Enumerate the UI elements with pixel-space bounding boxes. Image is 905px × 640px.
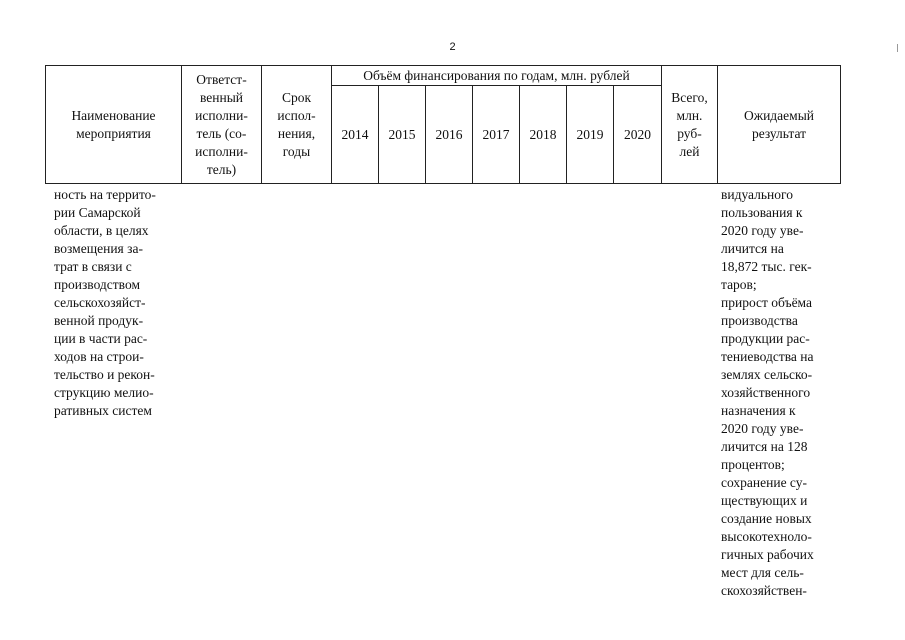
header-term-line: испол- xyxy=(277,107,316,123)
header-executor-line: исполни- xyxy=(195,143,248,159)
header-executor-cell xyxy=(182,66,262,183)
header-financing: Объём финансирования по годам, млн. рублей xyxy=(363,67,630,83)
year-label: 2018 xyxy=(529,126,557,142)
header-term-line: нения, xyxy=(277,125,316,141)
left-text-line: трат в связи с xyxy=(54,259,132,274)
header-result-line: результат xyxy=(751,125,807,141)
header-year-2020 xyxy=(614,86,662,183)
header-executor-line: тель (со- xyxy=(196,125,247,141)
header-total-line: лей xyxy=(679,143,700,159)
right-text-line: личится на 128 xyxy=(721,439,808,454)
right-text-line: ществующих и xyxy=(721,493,808,508)
right-text-line: личится на xyxy=(721,241,784,256)
header-name-cell xyxy=(46,66,182,183)
header-year-2016 xyxy=(426,86,473,183)
year-label: 2016 xyxy=(435,126,463,142)
header-total-line: млн. xyxy=(676,107,703,123)
right-text-line: гичных рабочих xyxy=(721,547,814,562)
header-executor-line: Ответст- xyxy=(196,71,247,87)
right-text-line: мест для сель- xyxy=(721,565,804,580)
right-text-line: производства xyxy=(721,313,798,328)
header-financing-cell xyxy=(332,66,662,86)
left-text-line: рии Самарской xyxy=(54,205,141,220)
page-number: 2 xyxy=(449,41,456,53)
header-total xyxy=(671,89,707,161)
right-column-text xyxy=(721,186,837,600)
header-year-2017 xyxy=(473,86,520,183)
year-label: 2020 xyxy=(624,126,651,142)
year-label: 2017 xyxy=(482,126,510,142)
year-label: 2014 xyxy=(341,126,369,142)
year-label: 2015 xyxy=(388,126,416,142)
left-text-line: венной продук- xyxy=(54,313,144,328)
right-text-line: скохозяйствен- xyxy=(721,583,807,598)
header-executor-line: тель) xyxy=(206,161,237,177)
header-year-2018 xyxy=(520,86,567,183)
header-name: Наименование мероприятия xyxy=(71,107,156,141)
left-text-line: возмещения за- xyxy=(54,241,143,256)
header-year-2015 xyxy=(379,86,426,183)
right-text-line: 2020 году уве- xyxy=(721,223,804,238)
right-text-line: создание новых xyxy=(721,511,812,526)
right-text-line: сохранение су- xyxy=(721,475,807,490)
header-total-line: Всего, xyxy=(671,89,708,105)
right-text-line: хозяйственного xyxy=(721,385,811,400)
header-term-line: Срок xyxy=(281,89,312,105)
left-text-line: области, в целях xyxy=(54,223,149,238)
left-column-text xyxy=(54,186,178,420)
header-total-line: руб- xyxy=(677,125,702,141)
header-year-2019 xyxy=(567,86,614,183)
header-result xyxy=(744,107,814,143)
header-total-cell xyxy=(662,66,718,183)
year-label: 2019 xyxy=(576,126,604,142)
left-text-line: производством xyxy=(54,277,141,292)
left-text-line: ративных систем xyxy=(54,403,152,418)
header-result-cell xyxy=(718,66,840,183)
right-text-line: землях сельско- xyxy=(721,367,813,382)
right-text-line: 2020 году уве- xyxy=(721,421,804,436)
header-result-line: Ожидаемый xyxy=(744,107,814,123)
left-text-line: тельство и рекон- xyxy=(54,367,155,382)
header-table xyxy=(45,65,841,184)
right-text-line: таров; xyxy=(721,277,757,292)
header-executor xyxy=(195,71,248,179)
left-text-line: сельскохозяйст- xyxy=(54,295,146,310)
header-year-2014 xyxy=(332,86,379,183)
left-text-line: ходов на строи- xyxy=(54,349,144,364)
header-executor-line: исполни- xyxy=(195,107,248,123)
right-text-line: продукции рас- xyxy=(721,331,810,346)
header-term-cell xyxy=(262,66,332,183)
right-text-line: процентов; xyxy=(721,457,785,472)
right-text-line: прирост объёма xyxy=(721,295,812,310)
header-executor-line: венный xyxy=(199,89,243,105)
right-text-line: пользования к xyxy=(721,205,803,220)
header-term xyxy=(277,89,315,161)
left-text-line: ность на террито- xyxy=(54,187,156,202)
left-text-line: ции в части рас- xyxy=(54,331,148,346)
left-text-line: струкцию мелио- xyxy=(54,385,154,400)
right-text-line: тениеводства на xyxy=(721,349,814,364)
right-text-line: видуального xyxy=(721,187,793,202)
header-term-line: годы xyxy=(282,143,311,159)
scan-mark xyxy=(897,44,898,52)
right-text-line: высокотехноло- xyxy=(721,529,812,544)
right-text-line: 18,872 тыс. гек- xyxy=(721,259,812,274)
right-text-line: назначения к xyxy=(721,403,796,418)
